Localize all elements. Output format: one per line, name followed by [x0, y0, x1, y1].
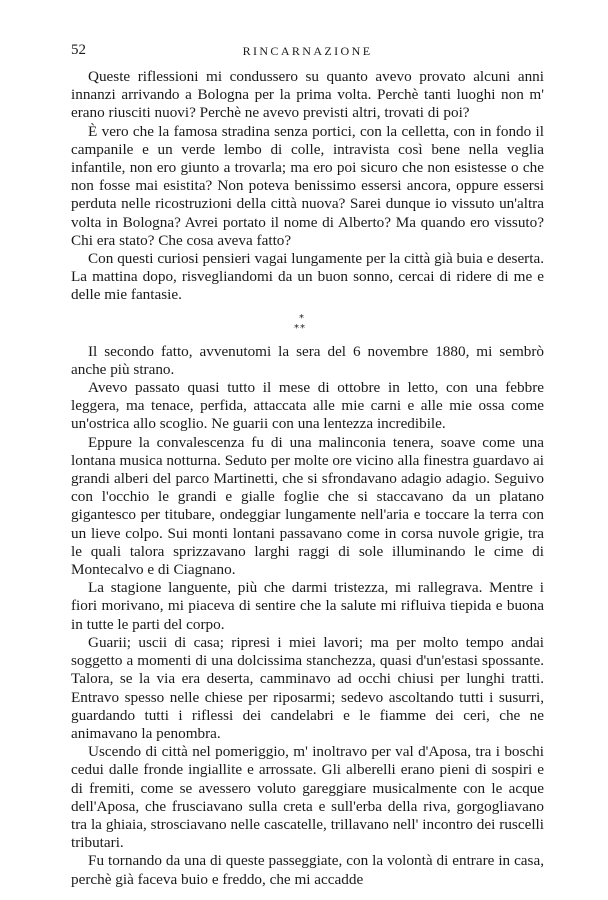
page-header [71, 42, 544, 62]
paragraph: Il secondo fatto, avvenutomi la sera del 6 novembre 1880, mi sembrò anche più strano. [71, 342, 544, 378]
paragraph: Queste riflessioni mi condussero su quanto avevo provato alcuni anni innanzi arrivando a Bologna per la prima volta. Perchè tanti luoghi non m' erano riusciti nuovi? Perchè ne avevo previsti altri, trovati di poi? [71, 68, 544, 122]
paragraph: Eppure la convalescenza fu di una malinconia tenera, soave come una lontana musica notturna. Seduto per molte ore vicino alla finestra guardavo ai grandi alberi del parco Martinetti, che si sfrondavano adagio adagio. Seguivo con l'occhio le grandi e gialle foglie che si staccavano da un platano gigantesco per titubare, ondeggiar lungamente nell'aria e toccare la terra con un lieve colpo. Sui monti lontani passavano come in corsa nuvole grigie, tra le quali talora sprizzavano larghi raggi di sole illuminando le cime di Montecalvo e di Ciagnano. [71, 433, 544, 579]
paragraph: La stagione languente, più che darmi tristezza, mi rallegrava. Mentre i fiori morivano, mi piaceva di sentire che la salute mi rifluiva tiepida e buona in tutte le parti del corpo. [71, 579, 544, 633]
paragraph: Uscendo di città nel pomeriggio, m' inoltravo per val d'Aposa, tra i boschi cedui dalle fronde ingiallite e arrossate. Gli alberelli erano pieni di sospiri e di fremiti, come se avessero voluto gareggiare musicalmente con le acque dell'Aposa, che frusciavano sulla creta e sull'erba della riva, gorgogliavano tra la ghiaia, strosciavano nelle cascatelle, trillavano nell' incontro dei ruscelli tributari. [71, 743, 544, 852]
paragraph: Fu tornando da una di queste passeggiate, con la volontà di entrare in casa, perchè già faceva buio e freddo, che mi accadde [71, 852, 544, 888]
section-separator [71, 305, 544, 343]
paragraph: Con questi curiosi pensieri vagai lungamente per la città già buia e deserta. La mattina dopo, risvegliandomi da un buon sonno, cercai di ridere di me e delle mie fantasie. [71, 250, 544, 304]
separator-asterisk-bottom: ** [294, 322, 306, 334]
paragraph: È vero che la famosa stradina senza portici, con la celletta, con in fondo il campanile e un verde lembo di colle, intravista così bene nella veglia infantile, non ero giunto a trovarla; ma ero poi sicuro che non esistesse o che non fosse mai esistita? Non poteva benissimo essersi ancora, oppure essersi perduta nelle ricostruzioni della città nuova? Sarei dunque io vissuto un'altra volta in Bologna? Avrei portato il nome di Alberto? Ma quando ero vissuto? Chi era stato? Che cosa aveva fatto? [71, 122, 544, 249]
paragraph: Guarii; uscii di casa; ripresi i miei lavori; ma per molto tempo andai soggetto a momenti di una dolcissima stanchezza, quasi d'un'estasi spossante. Talora, se la via era deserta, camminavo ad occhi chiusi per lunghi tratti. Entravo spesso nelle chiese per riposarmi; sedevo ascoltando tutti i susurri, guardando tutti i riflessi dei candelabri e le fiamme dei ceri, che ne animavano la penombra. [71, 633, 544, 742]
page-number: 52 [71, 42, 86, 58]
separator-asterisk-top: * [299, 312, 304, 324]
paragraph: Avevo passato quasi tutto il mese di ottobre in letto, con una febbre leggera, ma tenace, perfida, attaccata alle mie carni e alle mie ossa come un'ostrica allo scoglio. Ne guarii con una lentezza incredibile. [71, 379, 544, 433]
running-head: RINCARNAZIONE [242, 44, 373, 58]
body-text [71, 68, 544, 889]
